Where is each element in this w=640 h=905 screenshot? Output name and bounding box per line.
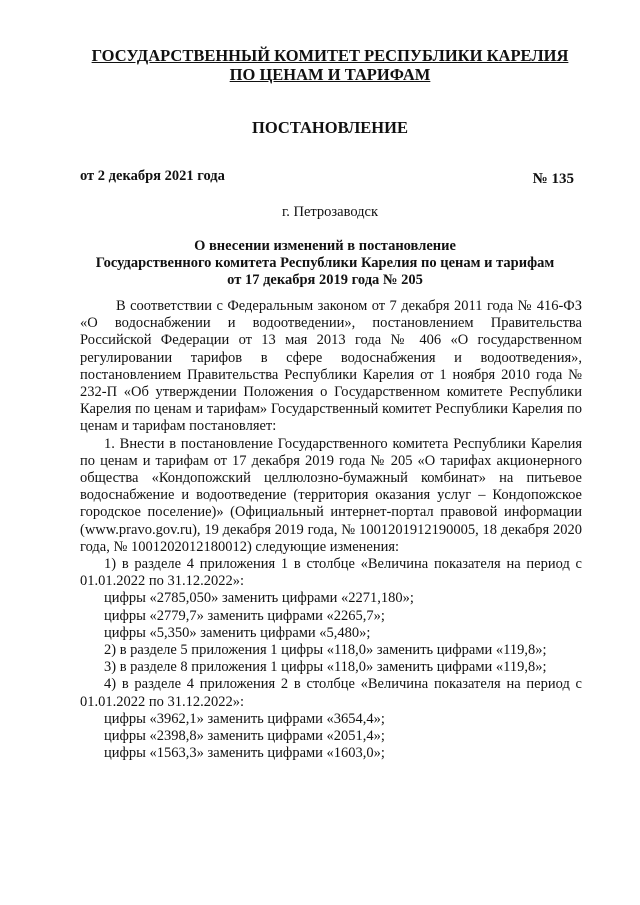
organization-name-line1: ГОСУДАРСТВЕННЫЙ КОМИТЕТ РЕСПУБЛИКИ КАРЕЛИЯ (91, 46, 569, 65)
preamble-paragraph: В соответствии с Федеральным законом от 7 декабря 2011 года № 416-ФЗ «О водоснабжении и водоотведении», постановлением Правительства Российской Федерации от 13 мая 2013 года № 406 «О государственном регулировании тарифов в сфере водоснабжения и водоотведения», постановлением Правительства Республики Карелия от 1 ноября 2010 года № 232-П «Об утверждении Положения о Государственном комитете Республики Карелия по ценам и тарифам» Государственный комитет Республики Карелия по ценам и тарифам постановляет: (80, 298, 582, 435)
subitem-1-replacement-3: цифры «5,350» заменить цифрами «5,480»; (104, 624, 371, 641)
subitem-4-replacement-3: цифры «1563,3» заменить цифрами «1603,0»; (104, 745, 385, 762)
document-subject (60, 238, 590, 289)
document-body (80, 298, 582, 762)
subitem-4-paragraph: 4) в разделе 4 приложения 2 в столбце «Величина показателя на период с 01.01.2022 по 31.12.2022»: (80, 676, 582, 710)
subject-line1: О внесении изменений в постановление (194, 238, 456, 254)
document-date: от 2 декабря 2021 года (80, 168, 225, 184)
document-number: № 135 (532, 171, 574, 187)
subitem-4-replacement-2: цифры «2398,8» заменить цифрами «2051,4»; (104, 728, 385, 745)
subitem-1-replacement-2: цифры «2779,7» заменить цифрами «2265,7»; (104, 607, 385, 624)
subitem-4-replacement-1: цифры «3962,1» заменить цифрами «3654,4»; (104, 710, 385, 727)
subject-line3: от 17 декабря 2019 года № 205 (227, 272, 423, 288)
organization-header (60, 46, 600, 84)
subject-line2: Государственного комитета Республики Карелия по ценам и тарифам (95, 255, 555, 271)
organization-name-line2: ПО ЦЕНАМ И ТАРИФАМ (229, 65, 431, 84)
document-type: ПОСТАНОВЛЕНИЕ (252, 118, 408, 137)
document-city: г. Петрозаводск (281, 204, 379, 220)
subitem-3-paragraph: 3) в разделе 8 приложения 1 цифры «118,0» заменить цифрами «119,8»; (104, 659, 547, 676)
subitem-1-replacement-1: цифры «2785,050» заменить цифрами «2271,180»; (104, 590, 414, 607)
item-1-paragraph: 1. Внести в постановление Государственного комитета Республики Карелия по ценам и тарифам от 17 декабря 2019 года № 205 «О тарифах акционерного общества «Кондопожский целлюлозно-бумажный комбинат» на питьевое водоснабжение и водоотведение (территория оказания услуг – Кондопожское городское поселение)» (Официальный интернет-портал правовой информации (www.pravo.gov.ru), 19 декабря 2019 года, № 1001201912190005, 18 декабря 2020 года, № 1001202012180012) следующие изменения: (80, 435, 582, 555)
subitem-2-paragraph: 2) в разделе 5 приложения 1 цифры «118,0» заменить цифрами «119,8»; (104, 642, 547, 659)
subitem-1-paragraph: 1) в разделе 4 приложения 1 в столбце «Величина показателя на период с 01.01.2022 по 31.12.2022»: (80, 556, 582, 590)
